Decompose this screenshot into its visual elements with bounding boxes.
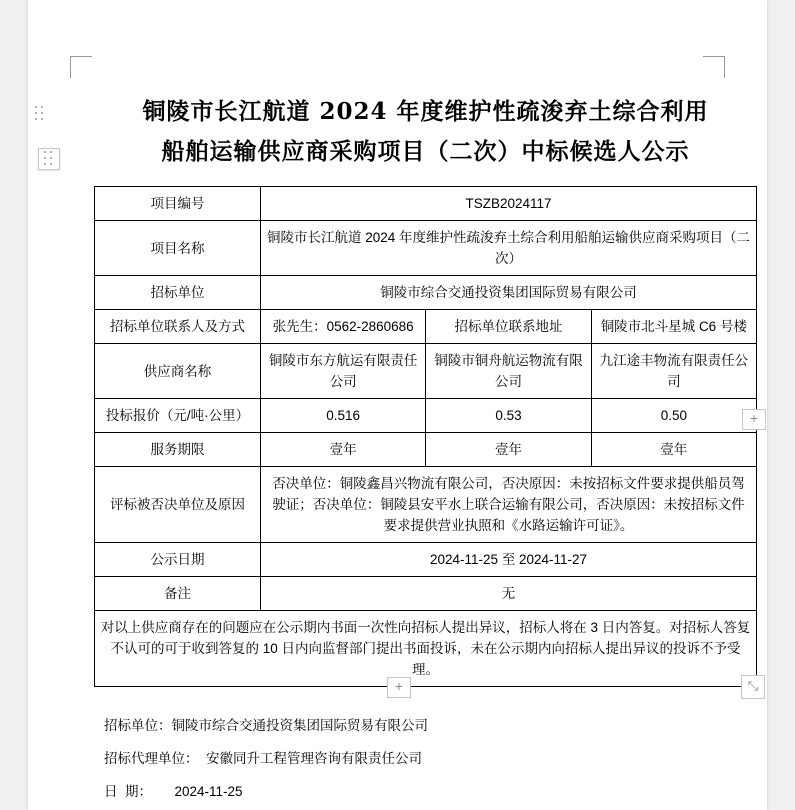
crop-mark-top-right [724, 56, 725, 78]
drag-handle-icon[interactable] [32, 106, 48, 122]
project-name-label: 项目名称 [95, 221, 261, 276]
table-row [95, 467, 757, 543]
price-value-1: 0.516 [261, 399, 426, 433]
supplier-label: 供应商名称 [95, 344, 261, 399]
notice-value: 对以上供应商存在的问题应在公示期内书面一次性向招标人提出异议，招标人将在 3 日内答复。对招标人答复不认可的可于收到答复的 10 日内向监督部门提出书面投诉，未在公示期内向招标人提出异议的投诉不予受理。 [95, 611, 757, 687]
table-row [95, 433, 757, 467]
service-label: 服务期限 [95, 433, 261, 467]
table-row [95, 611, 757, 687]
tender-unit-value: 铜陵市综合交通投资集团国际贸易有限公司 [261, 276, 757, 310]
crop-mark-top-right-h [703, 56, 725, 57]
table-row [95, 577, 757, 611]
publish-value: 2024-11-25 至 2024-11-27 [261, 543, 757, 577]
table-row [95, 221, 757, 276]
page-title-line-2: 船舶运输供应商采购项目（二次）中标候选人公示 [161, 138, 690, 165]
footer-agent-unit: 招标代理单位： 安徽同升工程管理咨询有限责任公司 [104, 751, 423, 766]
contact-label: 招标单位联系人及方式 [95, 310, 261, 344]
resize-handle-icon[interactable]: ⤡ [741, 675, 765, 699]
table-move-handle[interactable] [38, 148, 60, 170]
table-row [95, 310, 757, 344]
contact-value: 张先生：0562-2860686 [261, 310, 426, 344]
supplier-name-1: 铜陵市东方航运有限责任公司 [261, 344, 426, 399]
reject-value: 否决单位：铜陵鑫昌兴物流有限公司，否决原因：未按招标文件要求提供船员驾驶证；否决单位：铜陵县安平水上联合运输有限公司，否决原因：未按招标文件要求提供营业执照和《水路运输许可证》。 [261, 467, 757, 543]
address-value: 铜陵市北斗星城 C6 号楼 [591, 310, 756, 344]
add-row-button[interactable]: + [387, 677, 411, 698]
project-name-value: 铜陵市长江航道 2024 年度维护性疏浚弃土综合利用船舶运输供应商采购项目（二次） [261, 221, 757, 276]
price-value-2: 0.53 [426, 399, 591, 433]
service-value-3: 壹年 [591, 433, 756, 467]
table-row [95, 187, 757, 221]
project-no-label: 项目编号 [95, 187, 261, 221]
address-label: 招标单位联系地址 [426, 310, 591, 344]
table-row [95, 344, 757, 399]
table-row [95, 543, 757, 577]
crop-mark-top-left [70, 56, 71, 78]
footer-tender-unit: 招标单位：铜陵市综合交通投资集团国际贸易有限公司 [104, 718, 428, 733]
service-value-1: 壹年 [261, 433, 426, 467]
publish-label: 公示日期 [95, 543, 261, 577]
page-title-line-1: 铜陵市长江航道 2024 年度维护性疏浚弃土综合利用 [142, 98, 709, 125]
crop-mark-top-left-h [70, 56, 92, 57]
supplier-name-2: 铜陵市铜舟航运物流有限公司 [426, 344, 591, 399]
document-page [28, 0, 767, 810]
add-column-button[interactable]: + [742, 409, 766, 430]
document-body [94, 92, 757, 808]
footer-date: 日 期： 2024-11-25 [104, 784, 243, 799]
project-no-value: TSZB2024117 [261, 187, 757, 221]
table-row [95, 276, 757, 310]
tender-unit-label: 招标单位 [95, 276, 261, 310]
document-footer [94, 709, 757, 808]
remark-value: 无 [261, 577, 757, 611]
supplier-name-3: 九江途丰物流有限责任公司 [591, 344, 756, 399]
service-value-2: 壹年 [426, 433, 591, 467]
price-value-3: 0.50 [591, 399, 756, 433]
reject-label: 评标被否决单位及原因 [95, 467, 261, 543]
price-label: 投标报价（元/吨·公里） [95, 399, 261, 433]
table-row [95, 399, 757, 433]
bid-candidate-table [94, 186, 757, 687]
remark-label: 备注 [95, 577, 261, 611]
